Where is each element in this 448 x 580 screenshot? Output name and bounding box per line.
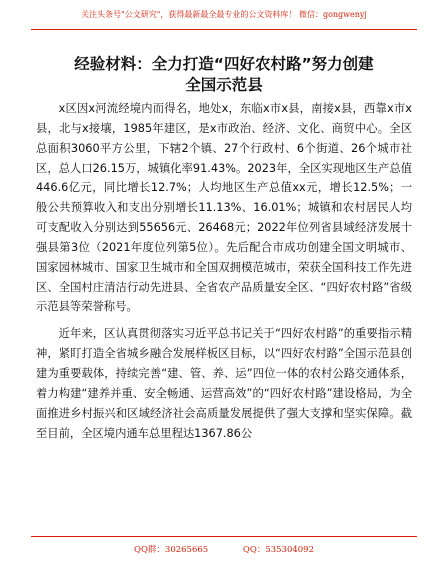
body-paragraph-2: 近年来，区认真贯彻落实习近平总书记关于“四好农村路”的重要指示精神，紧盯打造全省城乡融合发展样板区目标，以“四好农村路”全国示范县创建为重要载体，持续完善“建、管、养、运”四位一体的农村公路交通体系，着力构建“建养并重、安全畅通、运营高效”的“四好农村路”建设格局，为全面推进乡村振兴和区域经济社会高质量发展提供了强大支撑和坚实保障。截至目前，全区境内通车总里程达1367.86公: [36, 327, 412, 440]
title-line-1: 经验材料：全力打造“四好农村路”努力创建: [74, 55, 374, 73]
document-title: [36, 54, 412, 96]
header-banner: 关注头条号"公文研究"，获得最新最全最专业的公文资料库！ 微信：gongwenyj: [81, 10, 367, 19]
footer: [0, 543, 448, 555]
footer-qq-group: QQ群：30265665: [133, 545, 209, 555]
header-divider: [31, 29, 417, 30]
footer-divider: [31, 536, 417, 537]
document-body: [36, 99, 412, 450]
footer-qq: QQ：535304092: [242, 545, 314, 555]
body-paragraph-1: x区因x河流经境内而得名，地处x，东临x市x县，南接x县，西靠x市x县，北与x接壤，1985年建区，是x市政治、经济、文化、商贸中心。全区总面积3060平方公里，下辖2个镇、27个行政村、6个街道、26个城市社区，总人口26.15万，城镇化率91.43%。2023年，全区实现地区生产总值446.6亿元，同比增长12.7%；人均地区生产总值xx元，增长12.5%；一般公共预算收入和支出分别增长11.13%、16.01%；城镇和农村居民人均可支配收入分别达到55656元、26468元；2022年位列省县域经济发展十强县第3位（2021年度位列第5位）。先后配合市成功创建全国文明城市、国家园林城市、国家卫生城市和全国双拥模范城市，荣获全国科技工作先进区、全国村庄清洁行动先进县、全省农产品质量安全区、“四好农村路”省级示范县等荣誉称号。: [36, 102, 412, 314]
title-line-2: 全国示范县: [185, 76, 263, 94]
